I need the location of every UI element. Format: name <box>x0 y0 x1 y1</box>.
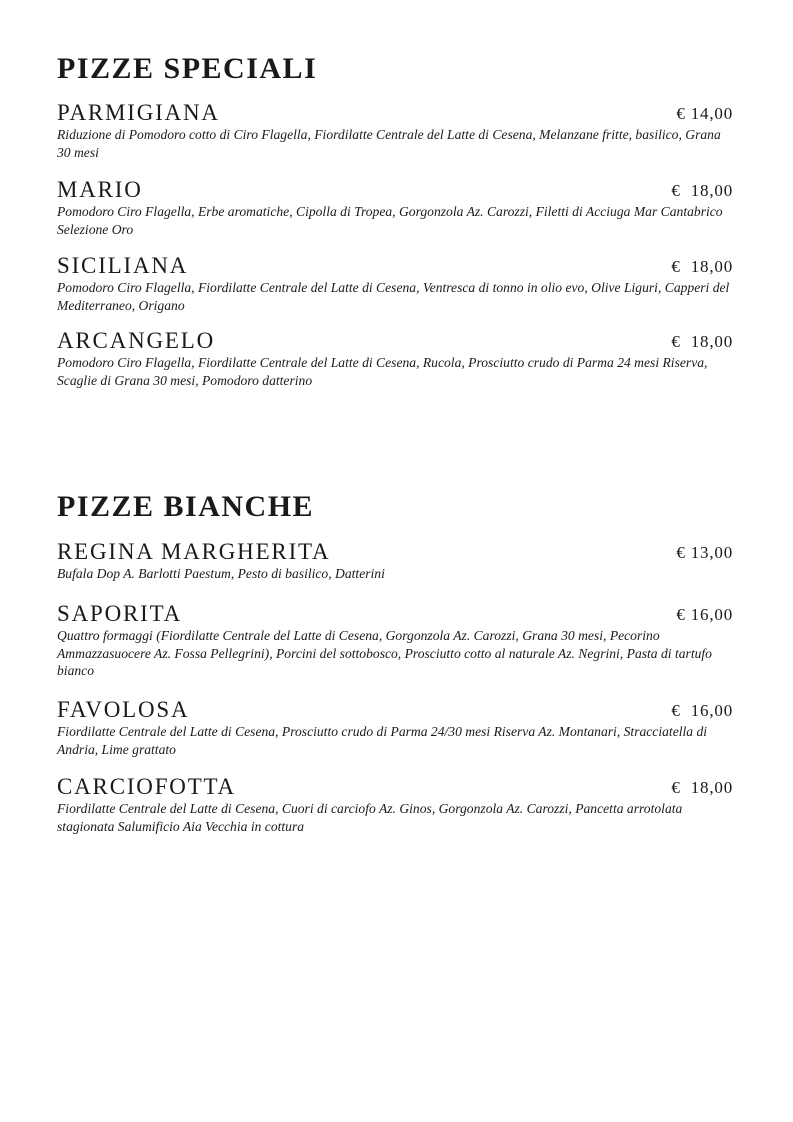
menu-item-name: SICILIANA <box>57 253 189 278</box>
menu-item-price: € 18,00 <box>671 332 733 351</box>
menu-item-price: € 18,00 <box>671 257 733 276</box>
menu-item-header <box>57 601 733 627</box>
menu-item-name: MARIO <box>57 177 143 202</box>
menu-item-price: € 18,00 <box>671 778 733 797</box>
menu-item-description: Quattro formaggi (Fiordilatte Centrale del Latte di Cesena, Gorgonzola Az. Carozzi, Grana 30 mesi, Pecorino Ammazzasuocere Az. Fossa Pellegrini), Porcini del sottobosco, Prosciutto cotto al naturale Az. Negrini, Pasta di tartufo bianco <box>57 628 712 678</box>
section-title-pizze-bianche: PIZZE BIANCHE <box>57 490 315 523</box>
menu-item-mario <box>57 177 733 238</box>
menu-item-price: € 18,00 <box>671 181 733 200</box>
menu-item-header <box>57 539 733 565</box>
menu-item-header <box>57 697 733 723</box>
section-title-pizze-speciali: PIZZE SPECIALI <box>57 52 318 85</box>
menu-item-name: CARCIOFOTTA <box>57 774 236 799</box>
menu-item-description: Fiordilatte Centrale del Latte di Cesena, Prosciutto crudo di Parma 24/30 mesi Riserva Az. Montanari, Stracciatella di Andria, Lime grattato <box>57 724 708 757</box>
menu-item-regina-margherita <box>57 539 733 583</box>
menu-item-name: REGINA MARGHERITA <box>57 539 331 564</box>
menu-item-description: Riduzione di Pomodoro cotto di Ciro Flagella, Fiordilatte Centrale del Latte di Cesena, Melanzane fritte, basilico, Grana 30 mesi <box>57 127 721 160</box>
menu-item-description: Pomodoro Ciro Flagella, Fiordilatte Centrale del Latte di Cesena, Rucola, Prosciutto crudo di Parma 24 mesi Riserva, Scaglie di Grana 30 mesi, Pomodoro datterino <box>57 355 708 388</box>
menu-item-header <box>57 328 733 354</box>
menu-item-siciliana <box>57 253 733 314</box>
menu-item-parmigiana <box>57 100 733 161</box>
menu-item-price: € 16,00 <box>671 701 733 720</box>
menu-item-header <box>57 100 733 126</box>
menu-item-arcangelo <box>57 328 733 389</box>
menu-item-price: € 16,00 <box>676 605 733 624</box>
menu-item-description: Pomodoro Ciro Flagella, Erbe aromatiche, Cipolla di Tropea, Gorgonzola Az. Carozzi, Filetti di Acciuga Mar Cantabrico Selezione Oro <box>57 204 723 237</box>
menu-item-header <box>57 774 733 800</box>
menu-item-header <box>57 177 733 203</box>
menu-item-header <box>57 253 733 279</box>
menu-item-description: Fiordilatte Centrale del Latte di Cesena, Cuori di carciofo Az. Ginos, Gorgonzola Az. Carozzi, Pancetta arrotolata stagionata Salumificio Aia Vecchia in cottura <box>57 801 683 834</box>
menu-item-saporita <box>57 601 733 680</box>
menu-item-name: FAVOLOSA <box>57 697 190 722</box>
menu-item-description: Pomodoro Ciro Flagella, Fiordilatte Centrale del Latte di Cesena, Ventresca di tonno in olio evo, Olive Liguri, Capperi del Mediterraneo, Origano <box>57 280 730 313</box>
menu-item-price: € 14,00 <box>676 104 733 123</box>
menu-item-carciofotta <box>57 774 733 835</box>
menu-item-price: € 13,00 <box>676 543 733 562</box>
menu-item-name: SAPORITA <box>57 601 183 626</box>
menu-item-description: Bufala Dop A. Barlotti Paestum, Pesto di basilico, Datterini <box>57 566 385 581</box>
menu-item-name: PARMIGIANA <box>57 100 220 125</box>
menu-item-favolosa <box>57 697 733 758</box>
menu-item-name: ARCANGELO <box>57 328 216 353</box>
